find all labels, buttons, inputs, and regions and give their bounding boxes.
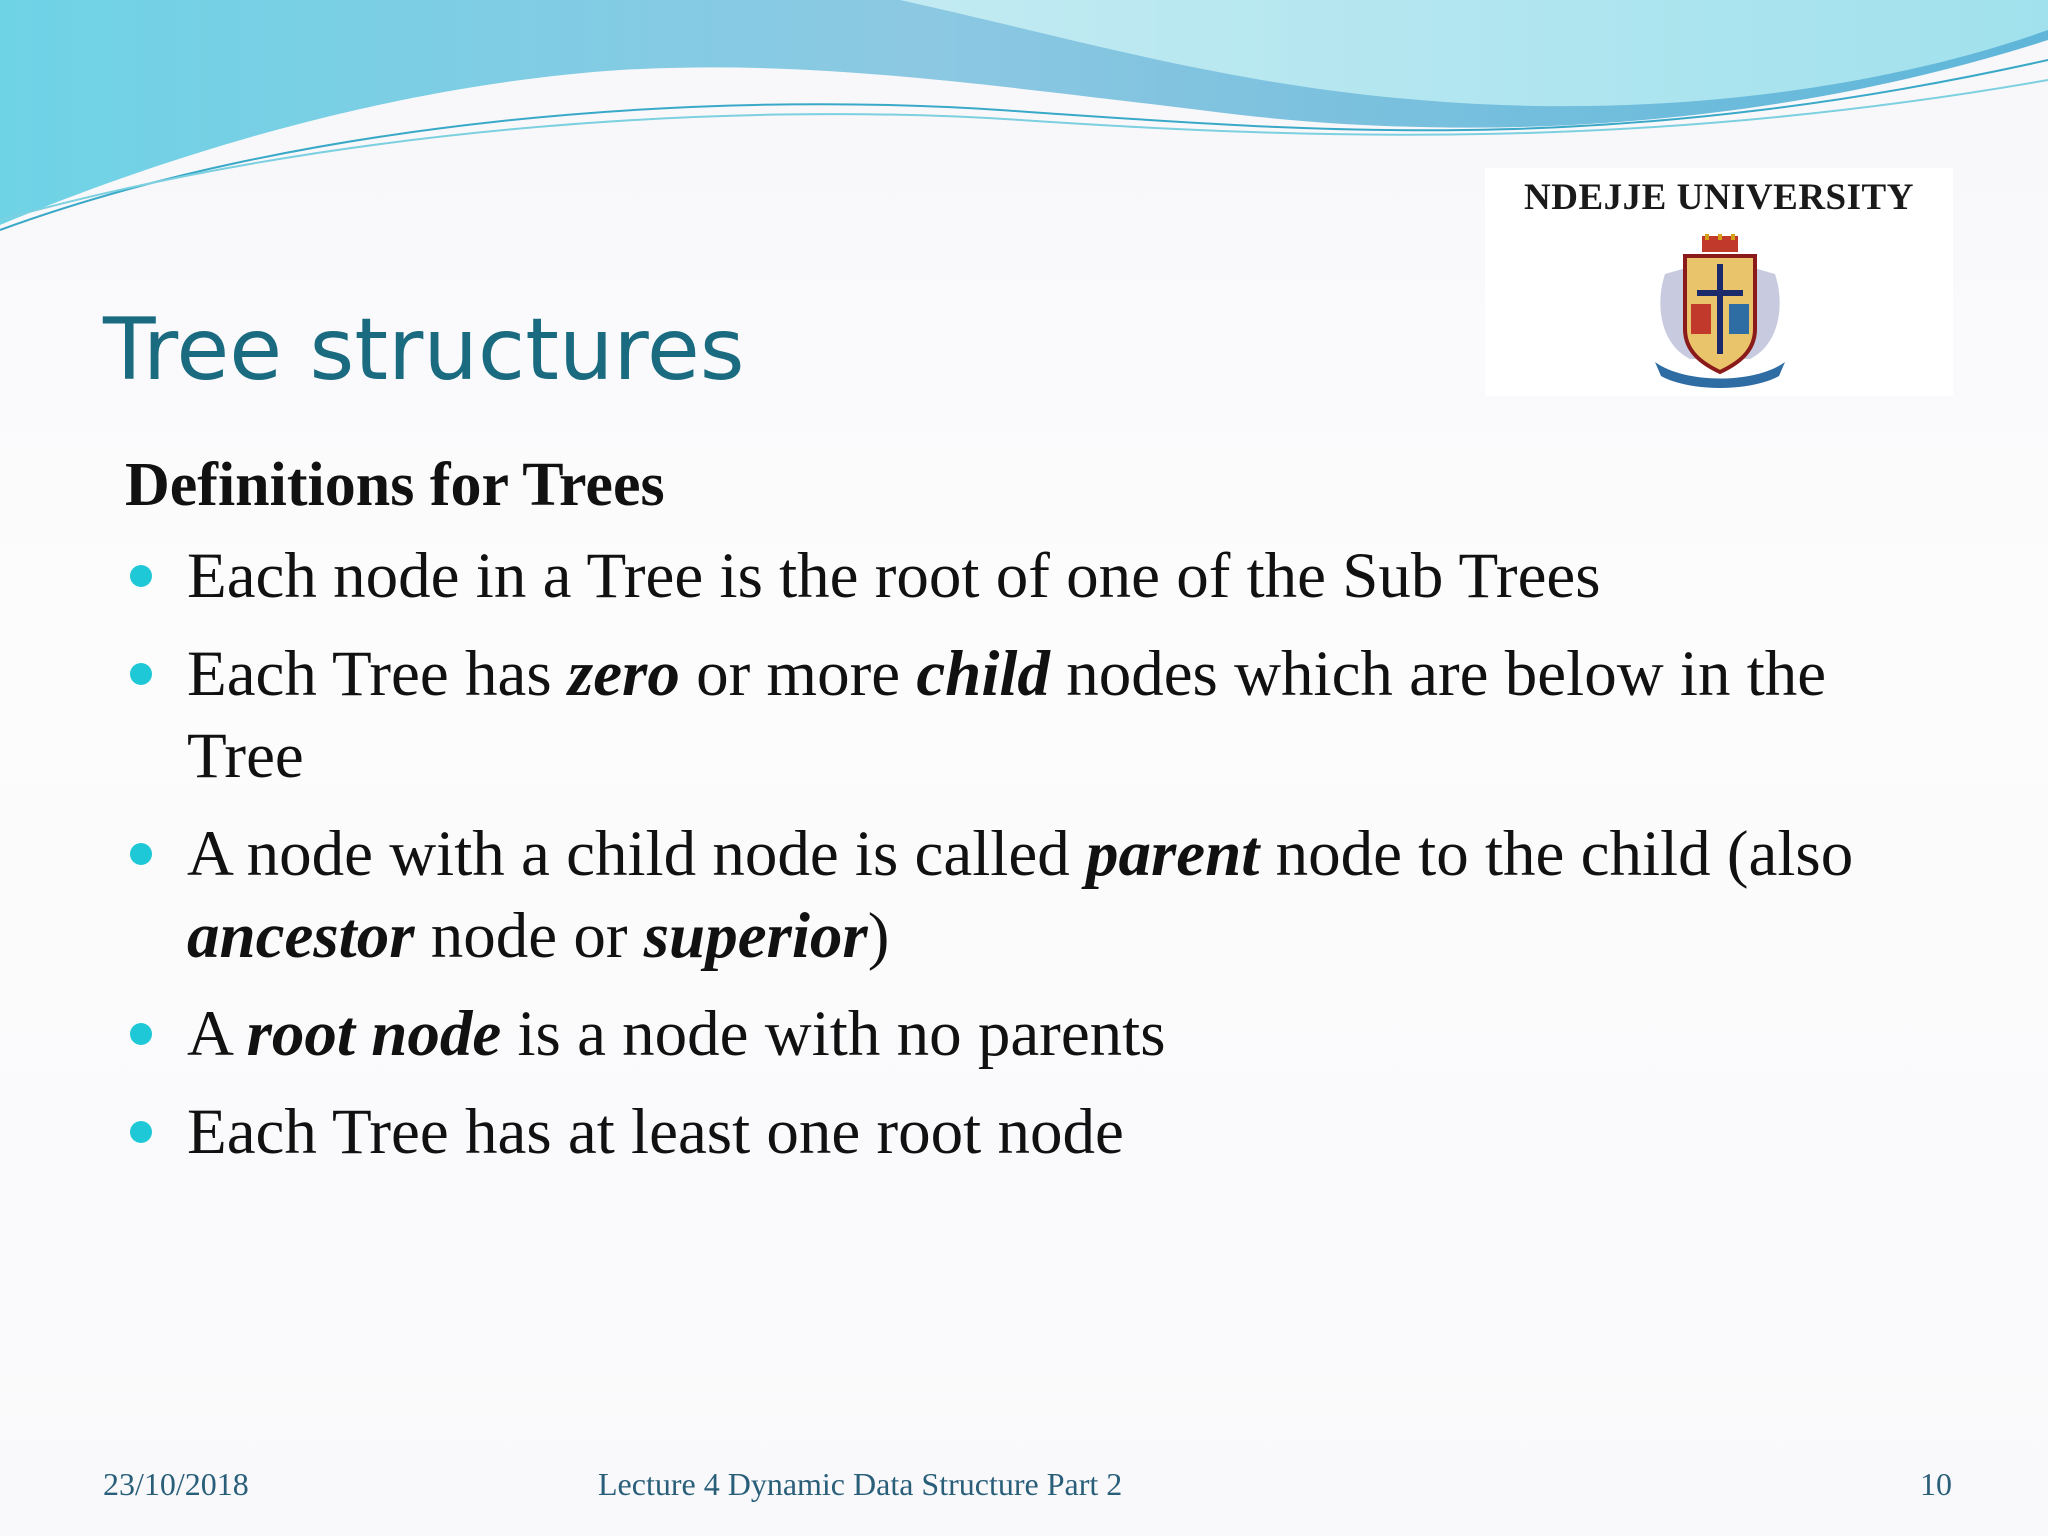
university-logo: [1485, 168, 1953, 396]
emphasized-term: ancestor: [187, 900, 415, 972]
section-heading: Definitions for Trees: [125, 451, 665, 519]
bullet-text: A: [187, 998, 247, 1070]
emphasized-term: child: [916, 638, 1050, 710]
bullet-text: Each Tree has: [187, 638, 568, 710]
bullet-text: or more: [679, 638, 917, 710]
footer-page-number: 10: [1920, 1466, 1952, 1502]
emphasized-term: root node: [246, 998, 502, 1070]
bullet-text: ): [867, 900, 890, 972]
bullet-item: [125, 535, 1955, 617]
bullet-text: Each Tree has at least one root node: [187, 1096, 1124, 1168]
bullet-icon: [130, 1121, 152, 1143]
bullet-text: node or: [414, 900, 644, 972]
bullet-icon: [130, 843, 152, 865]
bullet-text: node to the child (also: [1259, 818, 1854, 890]
emphasized-term: zero: [567, 638, 680, 710]
bullet-text: nodes which are below in the Tree: [187, 638, 1827, 792]
bullet-text: is a node with no parents: [501, 998, 1166, 1070]
bullet-icon: [130, 1023, 152, 1045]
bullet-icon: [130, 565, 152, 587]
footer-lecture-title: Lecture 4 Dynamic Data Structure Part 2: [598, 1466, 1123, 1502]
bullet-item: [125, 813, 1955, 977]
university-name: NDEJJE UNIVERSITY: [1524, 177, 1914, 218]
bullet-item: [125, 633, 1955, 797]
bullet-item: [125, 1091, 1955, 1173]
bullet-icon: [130, 663, 152, 685]
emphasized-term: superior: [643, 900, 868, 972]
university-crest-icon: [1645, 234, 1795, 392]
emphasized-term: parent: [1085, 818, 1260, 890]
bullet-list: [125, 535, 1955, 1189]
bullet-text: Each node in a Tree is the root of one of the Sub Trees: [187, 540, 1601, 612]
slide-title: Tree structures: [103, 300, 745, 400]
footer-date: 23/10/2018: [103, 1466, 249, 1502]
bullet-item: [125, 993, 1955, 1075]
bullet-text: A node with a child node is called: [187, 818, 1086, 890]
